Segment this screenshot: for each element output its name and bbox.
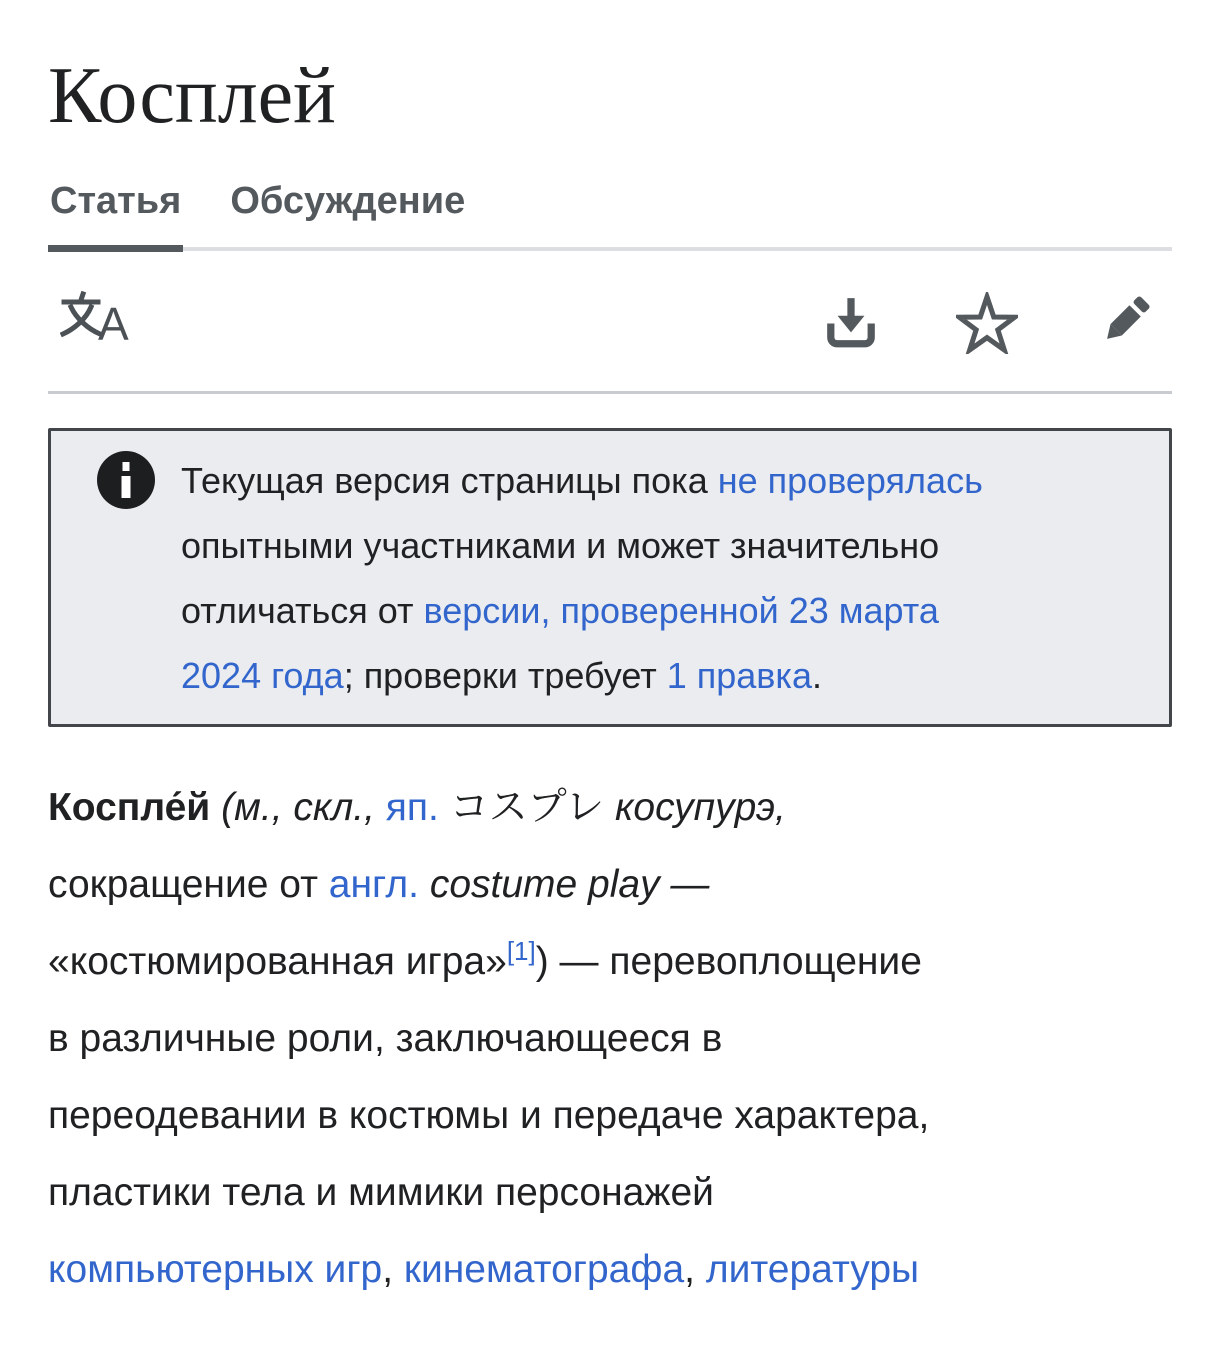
text-segment: «костюмированная игра»: [48, 940, 507, 983]
text-segment: Коспле́й: [48, 786, 211, 829]
text-segment: опытными участниками и может значительно: [181, 525, 940, 566]
text-segment: [419, 863, 430, 906]
star-icon[interactable]: [956, 292, 1018, 354]
tab-bar: [48, 180, 1172, 251]
text-segment: ,: [684, 1248, 706, 1291]
tab-article[interactable]: Статья: [48, 180, 183, 247]
text-segment: Текущая версия страницы пока: [181, 460, 718, 501]
text-segment: переодевании в костюмы и передаче характера,: [48, 1094, 930, 1137]
inline-link[interactable]: литературы: [705, 1248, 920, 1291]
text-segment: (м., скл.,: [221, 786, 375, 829]
inline-link[interactable]: кинематографа: [403, 1248, 685, 1291]
text-segment: .: [811, 655, 822, 696]
inline-link[interactable]: версии, проверенной 23 марта: [423, 590, 939, 631]
unreviewed-version-notice: [48, 428, 1172, 727]
text-segment: ; проверки требует: [343, 655, 667, 696]
inline-link[interactable]: англ.: [328, 863, 419, 906]
lead-paragraph: [48, 769, 1172, 1308]
tab-talk[interactable]: Обсуждение: [230, 180, 466, 222]
language-a-glyph: A: [98, 298, 129, 350]
text-segment: [210, 786, 221, 829]
language-icon[interactable]: [60, 291, 140, 355]
inline-link[interactable]: яп.: [385, 786, 439, 829]
edit-icon[interactable]: [1092, 292, 1154, 354]
text-segment: в различные роли, заключающееся в: [48, 1017, 723, 1060]
info-icon: [97, 451, 155, 509]
inline-link[interactable]: не проверялась: [717, 460, 983, 501]
inline-link[interactable]: компьютерных игр: [48, 1248, 383, 1291]
article-page: [0, 52, 1220, 1308]
inline-link[interactable]: 1 правка: [666, 655, 812, 696]
text-segment: [375, 786, 386, 829]
article-toolbar: [48, 251, 1172, 394]
page-title: Косплей: [48, 52, 336, 140]
text-segment: コスプレ: [438, 786, 615, 829]
text-segment: ) — перевоплощение: [535, 940, 922, 983]
text-segment: отличаться от: [181, 590, 424, 631]
text-segment: ,: [382, 1248, 404, 1291]
toolbar-actions: [820, 292, 1154, 354]
inline-link[interactable]: [1]: [506, 936, 536, 966]
text-segment: costume play —: [429, 863, 710, 906]
inline-link[interactable]: 2024 года: [181, 655, 344, 696]
notice-text: [181, 448, 983, 708]
text-segment: сокращение от: [48, 863, 329, 906]
download-icon[interactable]: [820, 292, 882, 354]
text-segment: пластики тела и мимики персонажей: [48, 1171, 714, 1214]
text-segment: косупурэ,: [615, 786, 786, 829]
